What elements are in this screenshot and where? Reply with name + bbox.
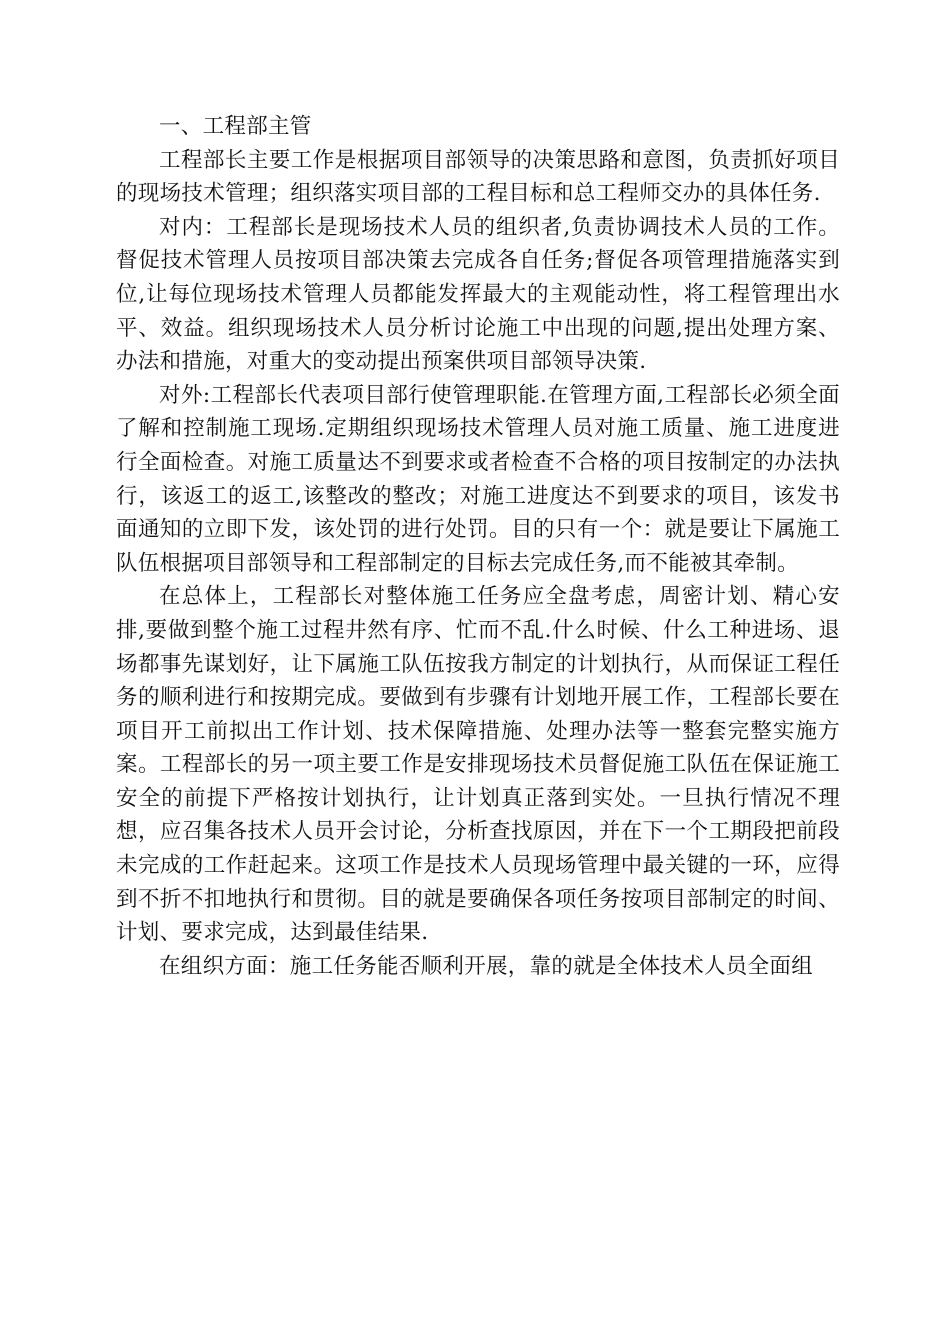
paragraph-external-duties: 对外:工程部长代表项目部行使管理职能.在管理方面,工程部长必须全面了解和控制施工现场.定期组织现场技术管理人员对施工质量、施工进度进行全面检查。对施工质量达不到要求或者检查不合格的项目按制定的办法执行，该返工的返工,该整改的整改；对施工进度达不到要求的项目，该发书面通知的立即下发，该处罚的进行处罚。目的只有一个：就是要让下属施工队伍根据项目部领导和工程部制定的目标去完成任务,而不能被其牵制。 xyxy=(116,382,840,576)
document-page xyxy=(116,110,840,983)
paragraph-overall-planning: 在总体上，工程部长对整体施工任务应全盘考虑，周密计划、精心安排,要做到整个施工过程井然有序、忙而不乱.什么时候、什么工种进场、退场都事先谋划好，让下属施工队伍按我方制定的计划执行，从而保证工程任务的顺利进行和按期完成。要做到有步骤有计划地开展工作，工程部长要在项目开工前拟出工作计划、技术保障措施、处理办法等一整套完整实施方案。工程部长的另一项主要工作是安排现场技术员督促施工队伍在保证施工安全的前提下严格按计划执行，让计划真正落到实处。一旦执行情况不理想，应召集各技术人员开会讨论，分析查找原因，并在下一个工期段把前段未完成的工作赶起来。这项工作是技术人员现场管理中最关键的一环，应得到不折不扣地执行和贯彻。目的就是要确保各项任务按项目部制定的时间、计划、要求完成，达到最佳结果. xyxy=(116,584,840,946)
paragraph-internal-duties: 对内：工程部长是现场技术人员的组织者,负责协调技术人员的工作。督促技术管理人员按项目部决策去完成各自任务;督促各项管理措施落实到位,让每位现场技术管理人员都能发挥最大的主观能动性，将工程管理出水平、效益。组织现场技术人员分析讨论施工中出现的问题,提出处理方案、办法和措施，对重大的变动提出预案供项目部领导决策. xyxy=(116,214,840,375)
section-heading: 一、工程部主管 xyxy=(159,114,312,139)
paragraph-overview: 工程部长主要工作是根据项目部领导的决策思路和意图，负责抓好项目的现场技术管理；组织落实项目部的工程目标和总工程师交办的具体任务. xyxy=(116,147,840,207)
paragraph-organization: 在组织方面：施工任务能否顺利开展，靠的就是全体技术人员全面组 xyxy=(159,953,814,979)
